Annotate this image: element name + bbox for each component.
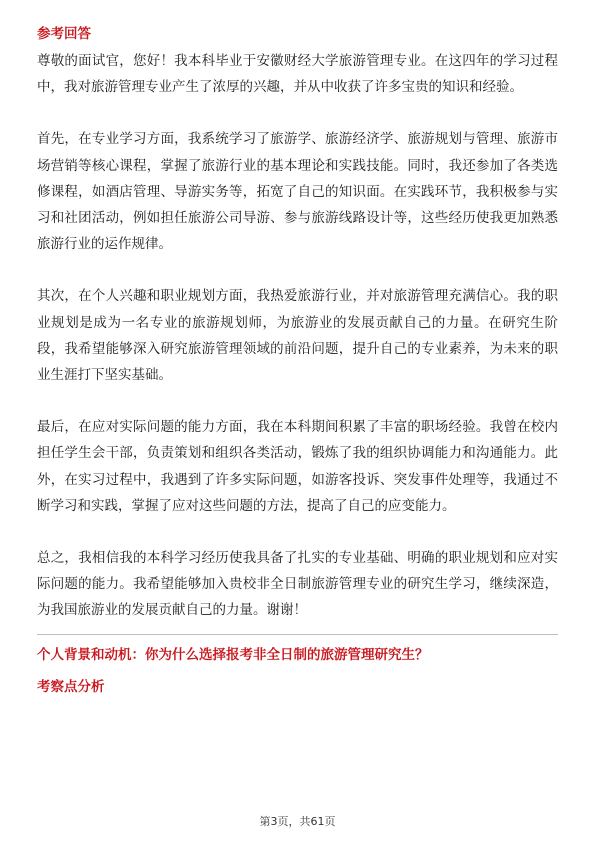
analysis-heading: 考察点分析	[37, 678, 105, 695]
answer-paragraph-interest: 其次，在个人兴趣和职业规划方面，我热爱旅游行业，并对旅游管理充满信心。我的职业规划是成为一名专业的旅游规划师，为旅游业的发展贡献自己的力量。在研究生阶段，我希望能够深入研究旅游管理领域的前沿问题，提升自己的专业素养，为未来的职业生涯打下坚实基础。	[37, 288, 558, 384]
answer-paragraph-intro: 尊敬的面试官，您好！我本科毕业于安徽财经大学旅游管理专业。在这四年的学习过程中，我对旅游管理专业产生了浓厚的兴趣，并从中收获了许多宝贵的知识和经验。	[37, 53, 558, 96]
document-page	[37, 24, 558, 697]
section-divider	[37, 634, 558, 635]
answer-paragraph-study: 首先，在专业学习方面，我系统学习了旅游学、旅游经济学、旅游规划与管理、旅游市场营销等核心课程，掌握了旅游行业的基本理论和实践技能。同时，我还参加了各类选修课程，如酒店管理、导游实务等，拓宽了自己的知识面。在实践环节，我积极参与实习和社团活动，例如担任旅游公司导游、参与旅游线路设计等，这些经历使我更加熟悉旅游行业的运作规律。	[37, 131, 558, 253]
answer-heading: 参考回答	[37, 26, 91, 42]
answer-paragraph-conclusion: 总之，我相信我的本科学习经历使我具备了扎实的专业基础、明确的职业规划和应对实际问题的能力。我希望能够加入贵校非全日制旅游管理专业的研究生学习，继续深造，为我国旅游业的发展贡献自己的力量。谢谢！	[37, 550, 558, 619]
page-number-footer: 第3页，共61页	[259, 815, 336, 828]
question-title: 个人背景和动机：你为什么选择报考非全日制的旅游管理研究生？	[37, 646, 429, 663]
answer-paragraph-ability: 最后，在应对实际问题的能力方面，我在本科期间积累了丰富的职场经验。我曾在校内担任学生会干部，负责策划和组织各类活动，锻炼了我的组织协调能力和沟通能力。此外，在实习过程中，我遇到了许多实际问题，如游客投诉、突发事件处理等，我通过不断学习和实践，掌握了应对这些问题的方法，提高了自己的应变能力。	[37, 419, 558, 514]
